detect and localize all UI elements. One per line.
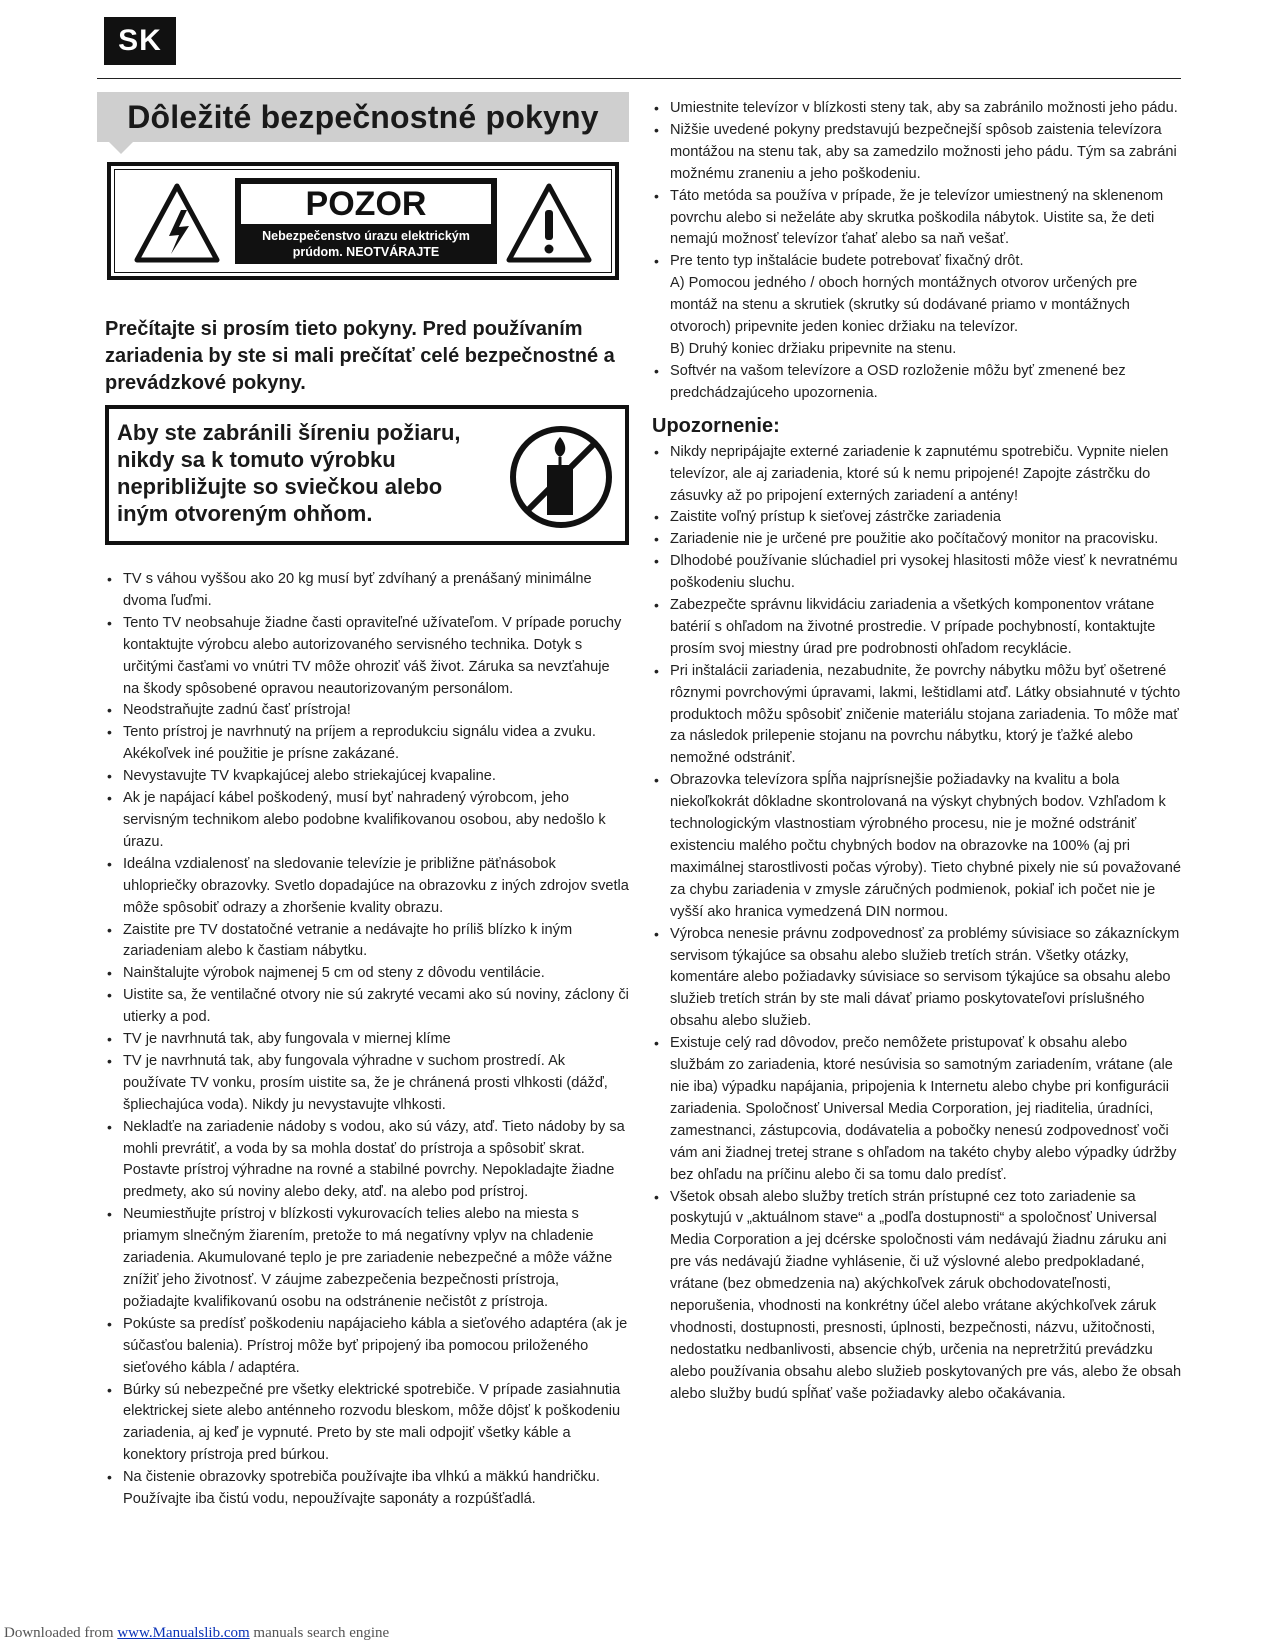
lightning-warning-icon xyxy=(133,180,221,264)
list-item: • Výrobca nenesie právnu zodpovednosť za problémy súvisiace so zákazníckym servisom týkajúce sa obsahu alebo služieb tretích strán. Všetky otázky, komentáre alebo požiadavky súvisiace so servisom týkajúce sa obsahu alebo služieb tretích strán by ste mali dávať priamo poskytovateľovi príslušného obsahu alebo služieb. xyxy=(652,924,1182,1034)
page-title: Dôležité bezpečnostné pokyny xyxy=(127,98,599,135)
fire-warning-box xyxy=(105,405,629,545)
list-item: • Zabezpečte správnu likvidáciu zariadenia a všetkých komponentov vrátane batérií s ohľadom na životné prostredie. V prípade pochybností, kontaktujte prosím svoj miestny úrad pre podrobnosti ohľadom recyklácie. xyxy=(652,595,1182,661)
list-item: • Na čistenie obrazovky spotrebiča používajte iba vlhkú a mäkkú handričku. Používajte iba čistú vodu, nepoužívajte saponáty a rozpúšťadlá. xyxy=(105,1467,629,1511)
right-column xyxy=(652,98,1182,1406)
no-candle-icon xyxy=(507,423,615,531)
list-item: • TV je navrhnutá tak, aby fungovala v miernej klíme xyxy=(105,1029,629,1051)
list-item: • Nižšie uvedené pokyny predstavujú bezpečnejší spôsob zaistenia televízora montážou na stenu tak, aby sa zamedzilo možnosti jeho pádu. Tým sa zabráni možnému zraneniu a jeho poškodeniu. xyxy=(652,120,1182,186)
caution-subtitle xyxy=(239,228,493,260)
list-item: • Softvér na vašom televízore a OSD rozloženie môžu byť zmenené bez predchádzajúceho upozornenia. xyxy=(652,361,1182,405)
list-item: • Nainštalujte výrobok najmenej 5 cm od steny z dôvodu ventilácie. xyxy=(105,963,629,985)
fire-warning-text: Aby ste zabránili šíreniu požiaru, nikdy sa k tomuto výrobku nepribližujte so sviečkou alebo iným otvoreným ohňom. xyxy=(117,420,461,526)
list-item: • Uistite sa, že ventilačné otvory nie sú zakryté vecami ako sú noviny, záclony či utierky a pod. xyxy=(105,985,629,1029)
list-item: • Neumiestňujte prístroj v blízkosti vykurovacích telies alebo na miesta s priamym slnečným žiarením, pretože to má negatívny vplyv na chladenie zariadenia. Akumulované teplo je pre zariadenie nebezpečné a môže vážne znížiť jeho životnosť. V záujme zabezpečenia bezpečnosti prístroja, požiadajte kvalifikovanú osobu na odstránenie nečistôt z prístroja. xyxy=(105,1204,629,1314)
wire-step-a: A) Pomocou jedného / oboch horných montážnych otvorov určených pre montáž na stenu a skrutiek (skrutky sú dodávané priamo v montážnych otvoroch) pripevnite jeden koniec držiaku na televízor. xyxy=(670,275,1138,336)
list-item: • Zaistite pre TV dostatočné vetranie a nedávajte ho príliš blízko k iným zariadeniam alebo k častiam nábytku. xyxy=(105,920,629,964)
list-item: • Nekladťe na zariadenie nádoby s vodou, ako sú vázy, atď. Tieto nádoby by sa mohli prevrátiť, a voda by sa mohla dostať do prístroja a spôsobiť skrat. Postavte prístroj výhradne na rovné a stabilné povrchy. Nepokladajte žiadne predmety, ako sú noviny alebo deky, atď. na alebo pod prístroj. xyxy=(105,1117,629,1205)
notice-list xyxy=(652,442,1182,1406)
list-item: • Nevystavujte TV kvapkajúcej alebo striekajúcej kvapaline. xyxy=(105,766,629,788)
notice-heading: Upozornenie: xyxy=(652,414,780,437)
list-item: • Búrky sú nebezpečné pre všetky elektrické spotrebiče. V prípade zasiahnutia elektrickej siete alebo anténneho rozvodu bleskom, môže dôjsť k poškodeniu zariadenia, aj keď je vypnuté. Preto by ste mali odpojiť všetky káble a konektory prístroja pred búrkou. xyxy=(105,1380,629,1468)
footer-prefix: Downloaded from xyxy=(4,1625,114,1641)
list-item: • Dlhodobé používanie slúchadiel pri vysokej hlasitosti môže viesť k nevratnému poškodeniu sluchu. xyxy=(652,551,1182,595)
list-item: • Pri inštalácii zariadenia, nezabudnite, že povrchy nábytku môžu byť ošetrené rôznymi povrchovými úpravami, lakmi, leštidlami atď. Látky obsiahnuté v týchto produktoch môžu spôsobiť zničenie materiálu stojana zariadenia. To môže mať za následok prilepenie stojanu na povrchu nábytku, ktorý je ťažké alebo nemožné odstrániť. xyxy=(652,661,1182,771)
header-rule xyxy=(97,78,1181,79)
left-column xyxy=(97,92,629,1511)
caution-line-1: Nebezpečenstvo úrazu elektrickým xyxy=(262,229,470,243)
caution-line-2: prúdom. NEOTVÁRAJTE xyxy=(292,245,440,259)
list-item: • Táto metóda sa používa v prípade, že je televízor umiestnený na sklenenom povrchu alebo si neželáte aby skrutka poškodila nábytok. Uistite sa, že deti nemajú možnosť televízor ťahať alebo sa naň vešať. xyxy=(652,186,1182,252)
wire-intro: • Pre tento typ inštalácie budete potrebovať fixačný drôt. xyxy=(670,253,1024,270)
caution-label xyxy=(107,162,619,280)
installation-list xyxy=(652,98,1182,405)
list-item: • TV je navrhnutá tak, aby fungovala výhradne v suchom prostredí. Ak používate TV vonku, prosím uistite sa, že je chránená prosti vlhkosti (dážď, špliechajúca voda). Nikdy ju nevystavujte vlhkosti. xyxy=(105,1051,629,1117)
list-item: • TV s váhou vyššou ako 20 kg musí byť zdvíhaný a prenášaný minimálne dvoma ľuďmi. xyxy=(105,569,629,613)
exclamation-warning-icon xyxy=(505,180,593,264)
list-item: • Neodstraňujte zadnú časť prístroja! xyxy=(105,700,629,722)
caution-panel xyxy=(235,178,497,264)
title-banner xyxy=(97,92,629,142)
list-item: • Ideálna vzdialenosť na sledovanie televízie je približne päťnásobok uhlopriečky obrazovky. Svetlo dopadajúce na obrazovku z iných zdrojov svetla môže spôsobiť odrazy a zhoršenie kvality obrazu. xyxy=(105,854,629,920)
list-item: • Obrazovka televízora spĺňa najprísnejšie požiadavky na kvalitu a bola niekoľkokrát dôkladne skontrolovaná na výskyt chybných bodov. Vzhľadom k technologickým vlastnostiam výrobného procesu, nie je možné odstrániť existenciu malého počtu chybných bodov na obrazovke na 100% (aj pri maximálnej starostlivosti počas výroby). Tieto chybné pixely nie sú považované za chybu zariadenia v zmysle záručných podmienok, pokiaľ ich počet nie je vyšší ako hranica vymedzená DIN normou. xyxy=(652,770,1182,923)
list-item: • Tento TV neobsahuje žiadne časti opraviteľné užívateľom. V prípade poruchy kontaktujte výrobcu alebo autorizovaného servisného technika. Dotyk s určitými časťami vo vnútri TV môže ohroziť váš život. Záruka sa nevzťahuje na škody spôsobené opravou neautorizovaným personálom. xyxy=(105,613,629,701)
list-item: • Pokúste sa predísť poškodeniu napájacieho kábla a sieťového adaptéra (ak je súčasťou balenia). Prístroj môže byť pripojený iba pomocou priloženého sieťového kábla / adaptéra. xyxy=(105,1314,629,1380)
footer-suffix: manuals search engine xyxy=(253,1625,390,1641)
list-item: • Zaistite voľný prístup k sieťovej zástrčke zariadenia xyxy=(652,507,1182,529)
intro-text: Prečítajte si prosím tieto pokyny. Pred používaním zariadenia by ste si mali prečítať celé bezpečnostné a prevádzkové pokyny. xyxy=(105,318,615,394)
list-item: • Nikdy nepripájajte externé zariadenie k zapnutému spotrebiču. Vypnite nielen televízor, ale aj zariadenia, ktoré sú k nemu pripojené! Zapojte zástrčku do zásuvky až po pripojení externých zariadení a antény! xyxy=(652,442,1182,508)
manualslib-link[interactable]: www.Manualslib.com xyxy=(117,1625,250,1641)
list-item: • Umiestnite televízor v blízkosti steny tak, aby sa zabránilo možnosti jeho pádu. xyxy=(652,98,1182,120)
list-item: • Zariadenie nie je určené pre použitie ako počítačový monitor na pracovisku. xyxy=(652,529,1182,551)
safety-list-left xyxy=(105,569,629,1511)
caution-title: POZOR xyxy=(241,184,491,224)
list-item: • Tento prístroj je navrhnutý na príjem a reprodukciu signálu videa a zvuku. Akékoľvek iné použitie je prísne zakázané. xyxy=(105,722,629,766)
title-notch xyxy=(109,142,133,154)
footer-credit xyxy=(4,1625,389,1642)
language-tag: SK xyxy=(104,17,176,65)
list-item: • Všetok obsah alebo služby tretích strán prístupné cez toto zariadenie sa poskytujú v „aktuálnom stave“ a „podľa dostupnosti“ a spoločnosť Universal Media Corporation a jej dcérske spoločnosti vám nedávajú žiadnu záruku ani pre vás nedávajú žiadne vyhlásenie, či už výslovné alebo predpokladané, vrátane (bez obmedzenia na) akýchkoľvek záruk obchodovateľnosti, neporušenia, vhodnosti na konkrétny účel alebo vrátane akýchkoľvek záruk vhodnosti, dostupnosti, presnosti, úplnosti, bezpečnosti, názvu, užitočnosti, nedostatku nedbanlivosti, absencie chýb, určenia na nepretržitú prevádzku alebo používania obsahu alebo služieb poskytovaných pre vás, alebo že obsah alebo služby budú spĺňať vaše požiadavky alebo očakávania. xyxy=(652,1187,1182,1406)
list-item: • Ak je napájací kábel poškodený, musí byť nahradený výrobcom, jeho servisným technikom alebo podobne kvalifikovanou osobou, aby nedošlo k úrazu. xyxy=(105,788,629,854)
list-item: • Existuje celý rad dôvodov, prečo nemôžete pristupovať k obsahu alebo službám zo zariadenia, ktoré nesúvisia so samotným zariadením, vrátane (ale nie iba) výpadku napájania, pripojenia k Internetu alebo chybe pri konfigurácii zariadenia. Spoločnosť Universal Media Corporation, jej riaditelia, úradníci, zamestnanci, zástupcovia, dodávatelia a pobočky nenesú zodpovednosť voči vám ani žiadnej tretej strane s ohľadom na takéto chyby alebo výpadky údržby bez ohľadu na príčinu alebo či sa tomu dalo predísť. xyxy=(652,1033,1182,1186)
wire-step-b: B) Druhý koniec držiaku pripevnite na stenu. xyxy=(670,340,957,357)
list-item xyxy=(652,251,1182,361)
